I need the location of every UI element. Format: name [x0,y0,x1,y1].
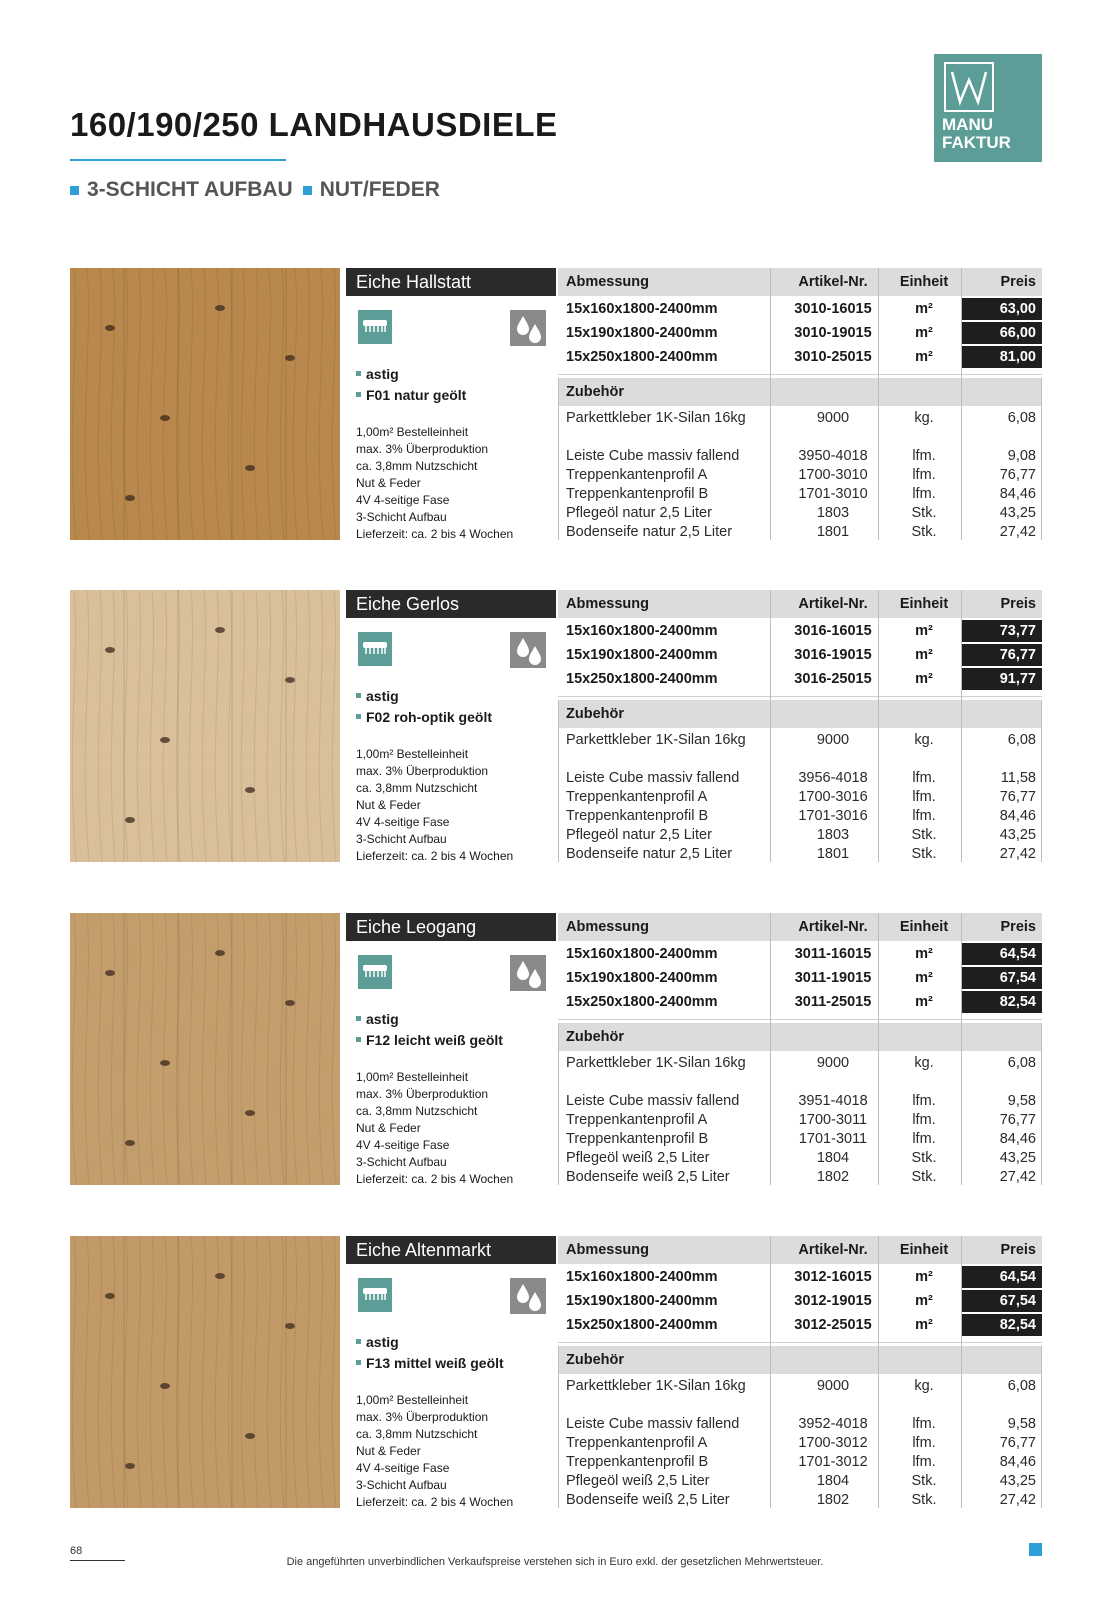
variant-row [558,644,1042,668]
water-drops-icon [510,955,546,991]
variant-unit: m² [915,994,933,1010]
accessory-row [558,1489,1042,1513]
accessory-article: 1701-3011 [798,1131,868,1147]
variant-unit: m² [915,671,933,687]
accessory-price: 84,46 [999,486,1036,502]
accessory-unit: lfm. [912,1093,936,1109]
accessory-price: 76,77 [999,1435,1036,1451]
variant-article: 3012-19015 [794,1293,872,1309]
product-block [70,1236,1042,1508]
spec-line: Lieferzeit: ca. 2 bis 4 Wochen [356,1172,514,1186]
variant-article: 3012-25015 [794,1317,872,1333]
spec-line: 3-Schicht Aufbau [356,1478,447,1492]
feature-finish-label: F12 leicht weiß geölt [366,1032,503,1048]
accessory-price: 6,08 [1007,732,1036,748]
accessory-unit: lfm. [912,1435,936,1451]
accessory-article: 1801 [816,524,850,540]
spec-line: max. 3% Überproduktion [356,442,489,456]
accessory-name: Parkettkleber 1K-Silan 16kg [566,410,746,426]
accessory-name: Treppenkantenprofil B [566,1454,709,1470]
product-name: Eiche Leogang [346,913,556,941]
header-dimension: Abmessung [566,1242,649,1258]
accessory-row [558,843,1042,867]
accessory-article: 1803 [816,827,850,843]
feature-knots-label: astig [366,366,399,382]
accessory-unit: Stk. [911,1150,937,1166]
variant-unit: m² [915,349,933,365]
variant-article: 3010-25015 [794,349,872,365]
accessory-name: Bodenseife natur 2,5 Liter [566,524,733,540]
variant-article: 3016-16015 [794,623,872,639]
spec-line: 1,00m² Bestelleinheit [356,1393,469,1407]
accessory-unit: lfm. [912,1112,936,1128]
bullet-square-icon [70,186,79,195]
variant-article: 3011-16015 [794,946,872,962]
table-divider [558,1019,1042,1020]
accessory-article: 3956-4018 [798,770,868,786]
accessory-price: 27,42 [999,524,1036,540]
variant-row [558,1266,1042,1290]
variant-price: 64,54 [962,1266,1042,1288]
accessory-unit: lfm. [912,1454,936,1470]
accessory-price: 11,58 [1000,770,1036,786]
accessory-name: Treppenkantenprofil B [566,808,709,824]
variant-unit: m² [915,325,933,341]
spec-line: Lieferzeit: ca. 2 bis 4 Wochen [356,527,514,541]
product-name: Eiche Hallstatt [346,268,556,296]
variant-row [558,668,1042,692]
accessory-name: Treppenkantenprofil B [566,1131,709,1147]
accessory-name: Leiste Cube massiv fallend [566,1416,740,1432]
accessory-name: Treppenkantenprofil A [566,1435,708,1451]
accessory-name: Parkettkleber 1K-Silan 16kg [566,1055,746,1071]
header-accessories: Zubehör [566,384,624,400]
product-info [346,590,556,862]
accessory-row [558,407,1042,431]
accessory-article: 1701-3010 [798,486,868,502]
accessory-article: 9000 [816,410,850,426]
accessory-article: 1802 [816,1169,850,1185]
subtitle [70,178,440,202]
price-table [558,268,1042,540]
accessory-name: Bodenseife natur 2,5 Liter [566,846,733,862]
accessory-name: Pflegeöl weiß 2,5 Liter [566,1150,710,1166]
accessory-article: 1700-3010 [798,467,868,483]
accessory-name: Bodenseife weiß 2,5 Liter [566,1169,730,1185]
spec-line: 4V 4-seitige Fase [356,493,450,507]
table-divider [558,374,1042,375]
accessory-price: 27,42 [999,1169,1036,1185]
accessory-price: 84,46 [999,808,1036,824]
accessory-price: 27,42 [999,846,1036,862]
spec-line: 4V 4-seitige Fase [356,1138,450,1152]
accessory-name: Pflegeöl natur 2,5 Liter [566,827,712,843]
accessory-article: 1804 [816,1473,850,1489]
bullet-icon [356,714,361,719]
brand-logo [934,54,1042,162]
accessory-row [558,1166,1042,1190]
accessory-name: Leiste Cube massiv fallend [566,448,740,464]
variant-row [558,322,1042,346]
accessories-header [558,700,1042,728]
header-accessories: Zubehör [566,1029,624,1045]
feature-finish [356,387,466,403]
feature-knots [356,1334,399,1350]
table-header [558,268,1042,296]
accessory-price: 6,08 [1007,1055,1036,1071]
accessory-unit: lfm. [912,448,936,464]
header-article: Artikel-Nr. [798,1242,868,1258]
bullet-icon [356,392,361,397]
brush-surface-icon [358,1278,392,1312]
spec-line: max. 3% Überproduktion [356,1410,489,1424]
page-number: 68 [70,1545,83,1557]
variant-unit: m² [915,647,933,663]
feature-knots [356,1011,399,1027]
accessory-name: Treppenkantenprofil A [566,1112,708,1128]
subtitle-joint: NUT/FEDER [319,178,440,201]
accessory-name: Leiste Cube massiv fallend [566,1093,740,1109]
accessory-price: 76,77 [999,1112,1036,1128]
bullet-icon [356,693,361,698]
variant-article: 3010-16015 [794,301,872,317]
variant-unit: m² [915,970,933,986]
accessory-article: 1801 [816,846,850,862]
accessory-price: 6,08 [1007,1378,1036,1394]
accessory-article: 1802 [816,1492,850,1508]
feature-knots [356,366,399,382]
variant-row [558,991,1042,1015]
spec-line: max. 3% Überproduktion [356,1087,489,1101]
table-divider [558,696,1042,697]
spec-line: Nut & Feder [356,1444,421,1458]
feature-finish-label: F02 roh-optik geölt [366,709,492,725]
accessory-name: Leiste Cube massiv fallend [566,770,740,786]
price-footnote: Die angeführten unverbindlichen Verkaufspreise verstehen sich in Euro exkl. der gesetzlichen Mehrwertsteuer. [286,1556,824,1568]
accessory-price: 43,25 [999,827,1036,843]
accessory-unit: lfm. [912,770,936,786]
accessory-article: 9000 [816,1055,850,1071]
accessory-article: 9000 [816,1378,850,1394]
water-drops-icon [510,310,546,346]
spec-line: Lieferzeit: ca. 2 bis 4 Wochen [356,849,514,863]
accessory-unit: lfm. [912,467,936,483]
variant-row [558,346,1042,370]
accessory-unit: kg. [914,1378,934,1394]
accessory-article: 1700-3016 [798,789,868,805]
accessory-unit: lfm. [912,486,936,502]
accessory-unit: Stk. [911,1473,937,1489]
title-underline [70,159,286,161]
accessories-header [558,378,1042,406]
variant-article: 3012-16015 [794,1269,872,1285]
accessory-name: Treppenkantenprofil A [566,467,708,483]
brush-surface-icon [358,310,392,344]
feature-knots-label: astig [366,1334,399,1350]
accessory-row [558,729,1042,753]
product-block [70,268,1042,540]
spec-line: 3-Schicht Aufbau [356,1155,447,1169]
accessory-unit: Stk. [911,524,937,540]
variant-price: 81,00 [962,346,1042,368]
accessory-price: 9,08 [1007,448,1036,464]
brush-surface-icon [358,955,392,989]
accessory-price: 76,77 [999,467,1036,483]
accessory-row [558,1375,1042,1399]
accessory-article: 3952-4018 [798,1416,868,1432]
variant-unit: m² [915,623,933,639]
accessory-unit: kg. [914,410,934,426]
header-unit: Einheit [899,1242,949,1258]
product-info [346,913,556,1185]
water-drops-icon [510,632,546,668]
spec-line: 1,00m² Bestelleinheit [356,425,469,439]
wood-sample-image [70,590,340,862]
spec-list [356,1392,513,1511]
variant-price: 64,54 [962,943,1042,965]
variant-row [558,943,1042,967]
variant-row [558,1290,1042,1314]
accessory-price: 76,77 [999,789,1036,805]
header-price: Preis [1000,919,1036,935]
accessory-price: 43,25 [999,505,1036,521]
variant-row [558,298,1042,322]
header-article: Artikel-Nr. [798,919,868,935]
variant-unit: m² [915,1317,933,1333]
price-table [558,590,1042,862]
variant-dimension: 15x160x1800-2400mm [566,301,718,317]
spec-line: ca. 3,8mm Nutzschicht [356,781,478,795]
feature-finish-label: F01 natur geölt [366,387,467,403]
bullet-icon [356,1037,361,1042]
variant-dimension: 15x250x1800-2400mm [566,994,718,1010]
accessory-price: 84,46 [999,1131,1036,1147]
variant-dimension: 15x190x1800-2400mm [566,1293,718,1309]
feature-finish [356,709,492,725]
variant-unit: m² [915,1269,933,1285]
header-unit: Einheit [899,274,949,290]
feature-knots [356,688,399,704]
feature-finish-label: F13 mittel weiß geölt [366,1355,504,1371]
spec-line: ca. 3,8mm Nutzschicht [356,1104,478,1118]
accessory-unit: Stk. [911,827,937,843]
wood-sample-image [70,268,340,540]
logo-text-manu: MANU [942,115,993,134]
variant-unit: m² [915,301,933,317]
variant-unit: m² [915,946,933,962]
accessory-name: Treppenkantenprofil B [566,486,709,502]
wood-sample-image [70,1236,340,1508]
accessory-unit: lfm. [912,1131,936,1147]
accessory-name: Pflegeöl weiß 2,5 Liter [566,1473,710,1489]
spec-line: 4V 4-seitige Fase [356,1461,450,1475]
spec-line: Nut & Feder [356,1121,421,1135]
accessory-price: 9,58 [1007,1416,1036,1432]
header-dimension: Abmessung [566,274,649,290]
spec-line: ca. 3,8mm Nutzschicht [356,1427,478,1441]
accessory-name: Parkettkleber 1K-Silan 16kg [566,732,746,748]
table-header [558,913,1042,941]
spec-line: 3-Schicht Aufbau [356,510,447,524]
accessory-article: 1701-3016 [798,808,868,824]
bullet-square-icon [303,186,312,195]
accessory-price: 43,25 [999,1473,1036,1489]
header-dimension: Abmessung [566,596,649,612]
accessory-unit: Stk. [911,1169,937,1185]
variant-price: 66,00 [962,322,1042,344]
spec-line: ca. 3,8mm Nutzschicht [356,459,478,473]
variant-dimension: 15x190x1800-2400mm [566,647,718,663]
accessory-unit: lfm. [912,808,936,824]
spec-line: 3-Schicht Aufbau [356,832,447,846]
subtitle-construction: 3-SCHICHT AUFBAU [87,178,293,201]
table-header [558,590,1042,618]
header-unit: Einheit [899,596,949,612]
water-drops-icon [510,1278,546,1314]
accessory-unit: kg. [914,1055,934,1071]
variant-price: 91,77 [962,668,1042,690]
accessory-article: 1700-3011 [798,1112,868,1128]
accessory-article: 3950-4018 [798,448,868,464]
price-table [558,913,1042,1185]
accessory-row [558,1052,1042,1076]
feature-finish [356,1355,504,1371]
accessories-header [558,1023,1042,1051]
accessory-article: 1803 [816,505,850,521]
bullet-icon [356,1339,361,1344]
header-unit: Einheit [899,919,949,935]
variant-dimension: 15x250x1800-2400mm [566,671,718,687]
header-dimension: Abmessung [566,919,649,935]
variant-row [558,620,1042,644]
product-info [346,1236,556,1508]
accessory-price: 9,58 [1007,1093,1036,1109]
page-title: 160/190/250 LANDHAUSDIELE [70,106,558,143]
feature-finish [356,1032,503,1048]
accessory-unit: Stk. [911,1492,937,1508]
spec-line: 4V 4-seitige Fase [356,815,450,829]
variant-article: 3016-25015 [794,671,872,687]
accessory-row [558,521,1042,545]
bullet-icon [356,1360,361,1365]
variant-article: 3011-25015 [794,994,872,1010]
accessory-name: Pflegeöl natur 2,5 Liter [566,505,712,521]
product-block [70,590,1042,862]
feature-knots-label: astig [366,1011,399,1027]
brush-surface-icon [358,632,392,666]
w-logo-icon [944,62,994,112]
product-info [346,268,556,540]
price-table [558,1236,1042,1508]
product-block [70,913,1042,1185]
header-article: Artikel-Nr. [798,274,868,290]
spec-list [356,424,513,543]
variant-price: 67,54 [962,967,1042,989]
spec-list [356,1069,513,1188]
accessory-name: Parkettkleber 1K-Silan 16kg [566,1378,746,1394]
header-price: Preis [1000,1242,1036,1258]
accessory-unit: lfm. [912,1416,936,1432]
variant-dimension: 15x160x1800-2400mm [566,623,718,639]
variant-article: 3011-19015 [794,970,872,986]
accessory-article: 3951-4018 [798,1093,868,1109]
variant-article: 3010-19015 [794,325,872,341]
accessory-name: Treppenkantenprofil A [566,789,708,805]
accessory-unit: Stk. [911,846,937,862]
accessory-article: 1804 [816,1150,850,1166]
header-price: Preis [1000,596,1036,612]
header-article: Artikel-Nr. [798,596,868,612]
accessories-header [558,1346,1042,1374]
spec-line: max. 3% Überproduktion [356,764,489,778]
spec-line: Nut & Feder [356,476,421,490]
variant-row [558,1314,1042,1338]
accessory-price: 6,08 [1007,410,1036,426]
variant-price: 73,77 [962,620,1042,642]
variant-dimension: 15x160x1800-2400mm [566,1269,718,1285]
bullet-icon [356,371,361,376]
variant-dimension: 15x250x1800-2400mm [566,1317,718,1333]
variant-price: 82,54 [962,1314,1042,1336]
header-accessories: Zubehör [566,706,624,722]
accessory-article: 9000 [816,732,850,748]
variant-price: 63,00 [962,298,1042,320]
variant-dimension: 15x250x1800-2400mm [566,349,718,365]
product-name: Eiche Altenmarkt [346,1236,556,1264]
accessory-price: 84,46 [999,1454,1036,1470]
table-divider [558,1342,1042,1343]
accessory-price: 43,25 [999,1150,1036,1166]
variant-price: 67,54 [962,1290,1042,1312]
variant-dimension: 15x160x1800-2400mm [566,946,718,962]
variant-dimension: 15x190x1800-2400mm [566,325,718,341]
table-header [558,1236,1042,1264]
accessory-article: 1700-3012 [798,1435,868,1451]
variant-dimension: 15x190x1800-2400mm [566,970,718,986]
footer-square-icon [1029,1543,1042,1556]
bullet-icon [356,1016,361,1021]
spec-line: 1,00m² Bestelleinheit [356,747,469,761]
accessory-name: Bodenseife weiß 2,5 Liter [566,1492,730,1508]
accessory-unit: Stk. [911,505,937,521]
spec-list [356,746,513,865]
spec-line: 1,00m² Bestelleinheit [356,1070,469,1084]
variant-price: 82,54 [962,991,1042,1013]
spec-line: Nut & Feder [356,798,421,812]
spec-line: Lieferzeit: ca. 2 bis 4 Wochen [356,1495,514,1509]
accessory-price: 27,42 [999,1492,1036,1508]
header-price: Preis [1000,274,1036,290]
logo-text-faktur: FAKTUR [942,133,1011,152]
header-accessories: Zubehör [566,1352,624,1368]
accessory-article: 1701-3012 [798,1454,868,1470]
variant-price: 76,77 [962,644,1042,666]
product-name: Eiche Gerlos [346,590,556,618]
feature-knots-label: astig [366,688,399,704]
variant-unit: m² [915,1293,933,1309]
accessory-unit: lfm. [912,789,936,805]
accessory-unit: kg. [914,732,934,748]
variant-row [558,967,1042,991]
wood-sample-image [70,913,340,1185]
variant-article: 3016-19015 [794,647,872,663]
